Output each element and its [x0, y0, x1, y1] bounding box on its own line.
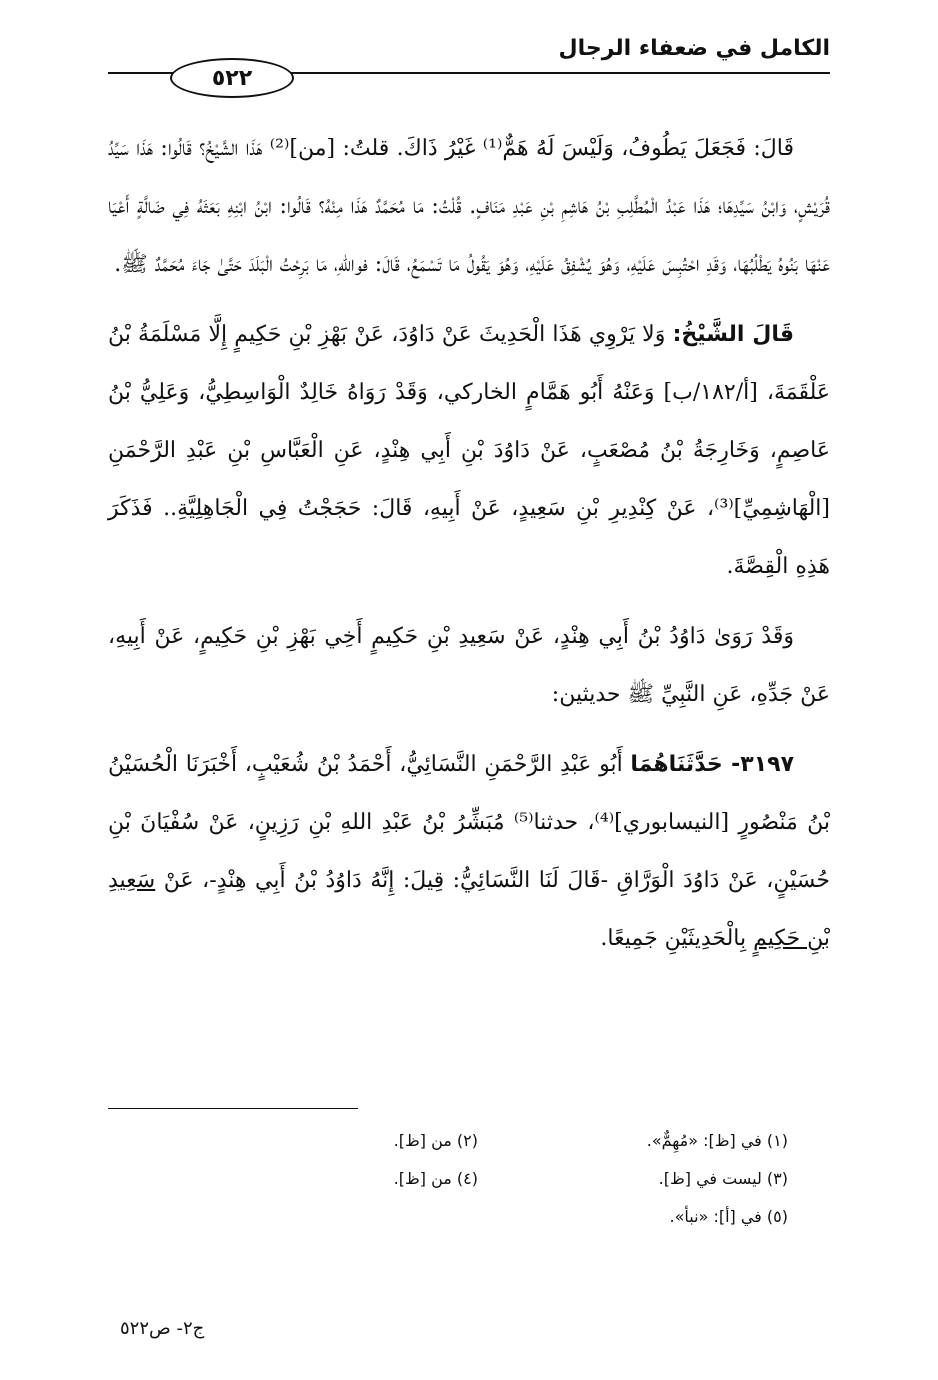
paragraph-4 — [108, 736, 830, 968]
footnote-3: (٣) ليست في [ظ]. — [658, 1169, 788, 1188]
paragraph-3 — [108, 608, 830, 724]
page-footer-label: ج٢- ص٥٢٢ — [120, 1318, 205, 1339]
footnote-2: (٢) من [ظ]. — [393, 1131, 478, 1150]
paragraph-4-tail: بِالْحَدِيثَيْنِ جَمِيعًا. — [600, 926, 747, 951]
hadith-number-lead: ٣١٩٧- حَدَّثَنَاهُمَا — [630, 752, 794, 777]
paragraph-3-text: وَقَدْ رَوَىٰ دَاوُدُ بْنُ أَبِي هِنْدٍ، عَنْ سَعِيدِ بْنِ حَكِيمٍ أَخِي بَهْزِ بْنِ حَكِيمٍ، عَنْ أَبِيهِ، عَنْ جَدِّهِ، عَنِ النَّبِيِّ ﷺ حديثين: — [108, 624, 830, 707]
paragraph-1 — [108, 120, 830, 294]
footnote-rule — [108, 1108, 358, 1109]
paragraph-1-text: قَالَ: فَجَعَلَ يَطُوفُ، وَلَيْسَ لَهُ هَمٌّ⁽¹⁾ غَيْرُ ذَاكَ. قلتُ: [من]⁽²⁾ هَذَا الشَّيْخُ؟ قَالُوا: هَذَا سَيِّدُ قُرَيْشٍ، وَابْنُ سَيِّدِهَا؛ هَذَا عَبْدُ الْمُطَّلِبِ بْنُ هَاشِمِ بْنِ عَبْدِ مَنَافٍ. قُلْتُ: مَا مُحَمَّدٌ هَذَا مِنْهُ؟ قَالُوا: ابْنُ ابْنِهِ بَعَثَهُ فِي ضَالَّةٍ أَعْيَا عَنْهَا بَنُوهُ يَطْلُبُهَا، وَقَدِ احْتُبِسَ عَلَيْهِ، وَهُوَ يُشْفِقُ عَلَيْهِ، وَهُوَ يَقُولُ مَا تَسْمَعُ، قَالَ: فواللهِ، مَا بَرِحْتُ الْبَلَدَ حَتَّىٰ جَاءَ مُحَمَّدٌ ﷺ. — [108, 136, 830, 277]
paragraph-2-lead: قَالَ الشَّيْخُ: — [672, 322, 794, 347]
running-header-title: الكامل في ضعفاء الرجال — [558, 36, 830, 61]
main-text — [108, 120, 830, 980]
paragraph-2-text: وَلا يَرْوِي هَذَا الْحَدِيثَ عَنْ دَاوُدَ، عَنْ بَهْزِ بْنِ حَكِيمٍ إِلَّا مَسْلَمَةُ بْنُ عَلْقَمَةَ، [أ/١٨٢/ب] وَعَنْهُ أَبُو هَمَّامٍ الخاركي، وَقَدْ رَوَاهُ خَالِدٌ الْوَاسِطِيُّ، وَعَلِيُّ بْنُ عَاصِمٍ، وَخَارِجَةُ بْنُ مُصْعَبٍ، عَنْ دَاوُدَ بْنِ أَبِي هِنْدٍ، عَنِ الْعَبَّاسِ بْنِ عَبْدِ الرَّحْمَنِ [الْهَاشِمِيِّ]⁽³⁾، عَنْ كِنْدِيرِ بْنِ سَعِيدٍ، عَنْ أَبِيهِ، قَالَ: حَجَجْتُ فِي الْجَاهِلِيَّةِ.. فَذَكَرَ هَذِهِ الْقِصَّةَ. — [108, 322, 830, 579]
footnotes — [228, 1122, 788, 1236]
paragraph-4-text: أَبُو عَبْدِ الرَّحْمَنِ النَّسَائِيُّ، أَحْمَدُ بْنُ شُعَيْبٍ، أَخْبَرَنَا الْحُسَيْنُ بْنُ مَنْصُورٍ [النيسابوري]⁽⁴⁾، حدثنا⁽⁵⁾ مُبَشِّرُ بْنُ عَبْدِ اللهِ بْنِ رَزِينٍ، عَنْ سُفْيَانَ بْنِ حُسَيْنٍ، عَنْ دَاوُدَ الْوَرَّاقِ -قَالَ لَنَا النَّسَائِيُّ: قِيلَ: إِنَّهُ دَاوُدُ بْنُ أَبِي هِنْدٍ-، عَنْ — [108, 752, 831, 893]
footnote-4: (٤) من [ظ]. — [393, 1169, 478, 1188]
page-number-badge: ٥٢٢ — [170, 58, 294, 98]
underlined-narrator: سَعِيدِ بْنِ حَكِيمٍ — [108, 868, 830, 951]
footnote-5: (٥) في [أ]: «نبأ». — [669, 1207, 788, 1226]
footnote-1: (١) في [ظ]: «مُهِمٌّ». — [646, 1131, 788, 1150]
paragraph-2 — [108, 306, 830, 596]
